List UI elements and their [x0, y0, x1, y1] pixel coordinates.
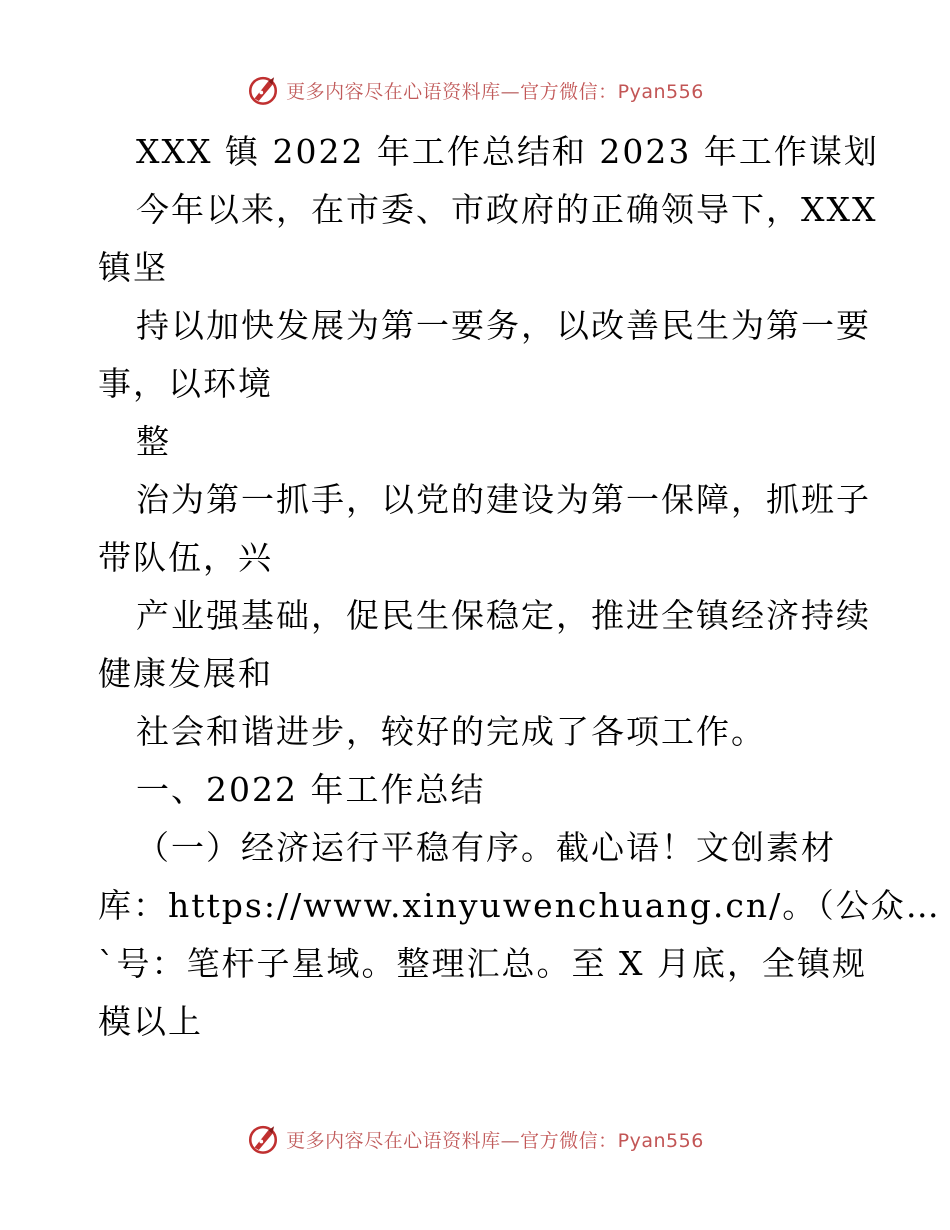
pen-logo-icon	[246, 1122, 280, 1156]
document-line: XXX 镇 2022 年工作总结和 2023 年工作谋划	[136, 132, 879, 171]
banner-text	[286, 77, 704, 104]
footer-banner	[0, 1119, 950, 1159]
banner-separator: —	[500, 1129, 521, 1152]
pen-logo-icon	[246, 73, 280, 107]
banner-slogan: 更多内容尽在心语资料库	[286, 80, 501, 103]
banner-wechat: 官方微信：Pyan556	[520, 80, 704, 103]
document-line: 模以上	[98, 1002, 203, 1041]
document-line: `号：笔杆子星域。整理汇总。至 X 月底，全镇规	[98, 944, 867, 983]
banner-slogan: 更多内容尽在心语资料库	[286, 1129, 501, 1152]
document-line: 健康发展和	[98, 654, 273, 693]
banner-text	[286, 1126, 704, 1153]
document-line: （一）经济运行平稳有序。截心语！文创素材	[136, 828, 836, 867]
banner-separator: —	[500, 80, 521, 103]
document-line: 一、2022 年工作总结	[136, 770, 486, 809]
document-line: 带队伍，兴	[98, 538, 273, 577]
header-banner	[0, 70, 950, 110]
document-line: 事，以环境	[98, 364, 273, 403]
document-line: 库：https://www.xinyuwenchuang.cn/。（公众…	[98, 886, 941, 925]
document-line: 治为第一抓手，以党的建设为第一保障，抓班子	[136, 480, 871, 519]
document-line: 产业强基础，促民生保稳定，推进全镇经济持续	[136, 596, 871, 635]
document-line: 今年以来，在市委、市政府的正确领导下，XXX	[136, 190, 878, 229]
document-line: 持以加快发展为第一要务，以改善民生为第一要	[136, 306, 871, 345]
banner-wechat: 官方微信：Pyan556	[520, 1129, 704, 1152]
document-line: 整	[136, 422, 171, 461]
document-line: 镇坚	[98, 248, 168, 287]
document-line: 社会和谐进步，较好的完成了各项工作。	[136, 712, 766, 751]
document-body	[98, 123, 941, 1051]
